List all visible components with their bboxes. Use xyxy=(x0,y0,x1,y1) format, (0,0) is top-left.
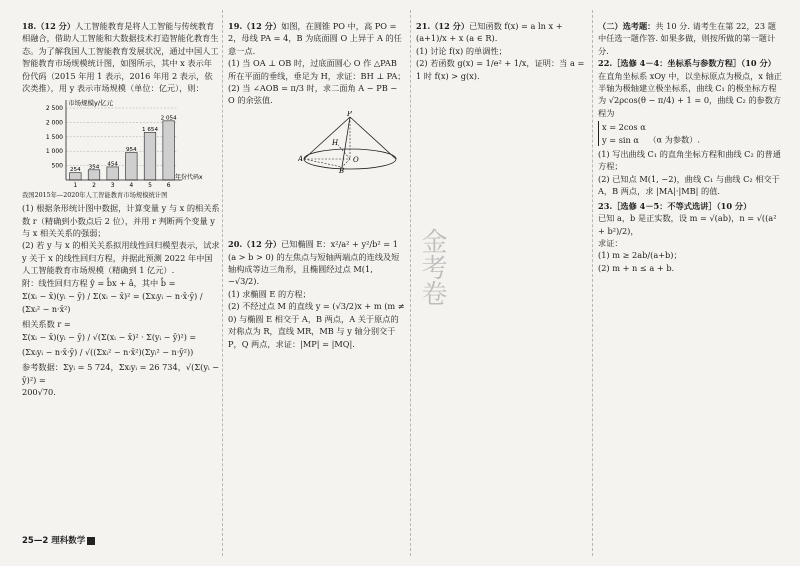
x-tick-label: 6 xyxy=(166,182,171,189)
chart-caption: 我国2015年—2020年人工智能教育市场规模统计图 xyxy=(22,191,168,199)
q23-heading: 23.［选修 4－5：不等式选讲］（10 分） xyxy=(598,200,752,211)
chart-title: 市场规模y/亿元 xyxy=(68,99,114,108)
r-label: 相关系数 r = xyxy=(22,318,71,329)
segment-pb xyxy=(342,117,350,167)
bar-2 xyxy=(88,170,100,180)
footer-square-icon xyxy=(87,537,95,545)
label-h: H xyxy=(332,138,339,147)
q19-part-1: (1) 当 OA ⊥ OB 时，过底面圆心 O 作 △PAB 所在平面的垂线，垂足为 H，求证：BH ⊥ PA； xyxy=(228,58,406,81)
column-2 xyxy=(228,20,406,350)
x-tick-label: 2 xyxy=(92,182,96,189)
q19-stem xyxy=(228,20,406,57)
cone-edge-right xyxy=(350,117,396,159)
column-divider xyxy=(592,10,593,556)
label-a: A xyxy=(298,154,304,163)
question-22 xyxy=(598,57,782,197)
y-tick-label: 500 xyxy=(51,163,63,171)
x-tick-label: 5 xyxy=(148,182,152,189)
bar-1 xyxy=(70,173,82,180)
q19-part-2: (2) 当 ∠AOB = π/3 时，求二面角 A − PB − O 的余弦值. xyxy=(228,83,398,106)
q20-number: 20.（12 分） xyxy=(228,239,282,250)
q18-stem xyxy=(22,20,220,94)
label-b: B xyxy=(339,166,345,173)
question-21 xyxy=(416,20,588,82)
param-x: x = 2cos α xyxy=(602,122,646,133)
bar-value-label: 2 054 xyxy=(160,115,177,122)
bar-value-label: 454 xyxy=(107,161,119,168)
reference-data: 参考数据：Σyᵢ = 5 724，Σxᵢyᵢ = 26 734，√(Σ(yᵢ − ȳ)²) = xyxy=(22,362,220,385)
q22-heading: 22.［选修 4－4：坐标系与参数方程］（10 分） xyxy=(598,58,776,69)
question-19 xyxy=(228,20,406,180)
q18-number: 18.（12 分） xyxy=(22,21,76,31)
bar-value-label: 354 xyxy=(88,164,100,171)
q21-number: 21.（12 分） xyxy=(416,21,470,31)
question-23 xyxy=(598,200,782,274)
q23-part-1: (1) m ≥ 2ab/(a+b)； xyxy=(598,250,682,261)
q21-text: 已知函数 f(x) = a ln x + (a+1)/x + x (a ∈ R). xyxy=(416,21,563,44)
label-p: P xyxy=(347,110,352,118)
q19-text: 如图，在圆锥 PO 中，高 PO = 2，母线 PA = 4，B 为底面圆 O 上异于 A 的任意一点. xyxy=(228,21,402,56)
q20-stem xyxy=(228,238,406,288)
bar-6 xyxy=(163,121,175,180)
y-tick-label: 1 500 xyxy=(45,134,63,142)
chart-x-label: 年份代码x xyxy=(175,174,203,182)
parametric-system xyxy=(598,121,646,146)
r-formula-1: Σ(xᵢ − x̄)(yᵢ − ȳ) / √(Σ(xᵢ − x̄)² · Σ(yᵢ − ȳ)²) = xyxy=(22,333,197,343)
q20-part-1: (1) 求椭圆 E 的方程； xyxy=(228,288,311,299)
bar-5 xyxy=(144,133,156,181)
x-tick-label: 1 xyxy=(73,182,78,189)
q23-text: 已知 a，b 是正实数，设 m = √(ab)，n = √((a² + b²)/2)， xyxy=(598,213,777,236)
param-note: （α 为参数）. xyxy=(648,134,701,145)
q22-part-1: (1) 写出曲线 C₁ 的直角坐标方程和曲线 C₂ 的普通方程； xyxy=(598,149,781,172)
y-tick-label: 2 000 xyxy=(45,119,63,127)
segment-ab xyxy=(304,159,342,167)
bar-value-label: 1 654 xyxy=(141,127,159,134)
y-tick-label: 2 500 xyxy=(45,105,63,113)
bar-3 xyxy=(107,167,119,180)
question-18 xyxy=(22,20,220,398)
q21-part-1: (1) 讨论 f(x) 的单调性； xyxy=(416,45,507,56)
section-text: 共 10 分. 请考生在第 22，23 题中任选一题作答. 如果多做，则按所做的第一题计分. xyxy=(598,21,776,56)
q23-ask: 求证： xyxy=(598,237,623,248)
b-hat-formula: Σ(xᵢ − x̄)(yᵢ − ȳ) / Σ(xᵢ − x̄)² = (Σxᵢyᵢ − n·x̄·ȳ) / (Σxᵢ² − n·x̄²) xyxy=(22,292,203,314)
q18-reference-intro: 附：线性回归方程 ŷ = b̂x + â，其中 b̂ = xyxy=(22,277,176,288)
cone-diagram xyxy=(298,111,402,173)
elective-section xyxy=(598,20,782,57)
page-footer xyxy=(22,534,95,546)
q22-text: 在直角坐标系 xOy 中，以坐标原点为极点，x 轴正半轴为极轴建立极坐标系，曲线 C₁ 的极坐标方程为 √2ρcos(θ − π/4) + 1 = 0，曲线 C₂ 的参数方程为 xyxy=(598,70,782,118)
bar-value-label: 254 xyxy=(69,167,81,174)
spacer xyxy=(228,180,406,238)
column-divider xyxy=(222,10,223,556)
watermark-stamp: 金考卷 xyxy=(417,228,447,306)
y-tick-label: 1 000 xyxy=(45,148,63,156)
q18-part-1: (1) 根据条形统计图中数据，计算变量 y 与 x 的相关系数 r（精确到小数点后 2 位），并用 r 判断两个变量 y 与 x 相关关系的强弱； xyxy=(22,203,220,239)
q23-part-2: (2) m + n ≤ a + b. xyxy=(598,262,675,273)
section-heading: （二）选考题： xyxy=(598,21,656,31)
q21-stem xyxy=(416,20,588,45)
x-tick-label: 4 xyxy=(129,182,134,189)
bar-value-label: 954 xyxy=(125,147,137,154)
bar-4 xyxy=(126,153,138,180)
cone-edge-left xyxy=(304,117,350,159)
q20-text: 已知椭圆 E：x²/a² + y²/b² = 1 (a > b > 0) 的左焦点与短轴两端点的连线及短轴构成等边三角形，且椭圆经过点 M(1, −√3/2). xyxy=(228,239,400,287)
market-bar-chart xyxy=(22,96,220,188)
label-o: O xyxy=(353,155,359,164)
column-4 xyxy=(598,20,782,274)
q18-text: 人工智能教育是将人工智能与传统教育相融合，借助人工智能和大数据技术打造智能化教育生态。为了解我国人工智能教育发展状况，通过中国人工智能教育市场规模统计图，如图所示，其中 x 表示年份代码（2015 年用 1 表示，2016 年用 2 表示，依次类推），用 y 表示市场规模（单位：亿元），则： xyxy=(22,21,219,94)
q22-part-2: (2) 已知点 M(1, −2)，曲线 C₁ 与曲线 C₂ 相交于 A，B 两点，求 |MA|·|MB| 的值. xyxy=(598,173,780,197)
x-tick-label: 3 xyxy=(110,182,115,189)
question-20 xyxy=(228,238,406,350)
q18-part-2: (2) 若 y 与 x 的相关关系拟用线性回归模型表示，试求 y 关于 x 的线性回归方程，并据此预测 2022 年中国人工智能教育市场规模（精确到 1 亿元）. xyxy=(22,240,220,276)
q19-number: 19.（12 分） xyxy=(228,21,282,31)
param-y: y = sin α xyxy=(602,134,639,145)
q21-part-2: (2) 若函数 g(x) = 1/e² + 1/x，证明：当 a = 1 时 f(x) > g(x). xyxy=(416,58,585,81)
footer-label: 25—2 理科数学 xyxy=(22,536,86,546)
r-formula-2: (Σxᵢyᵢ − n·x̄·ȳ) / √((Σxᵢ² − n·x̄²)(Σyᵢ² − n·ȳ²)) xyxy=(22,347,194,357)
reference-data-2: 200√70. xyxy=(22,386,56,397)
q20-part-2: (2) 不经过点 M 的直线 y = (√3/2)x + m (m ≠ 0) 与椭圆 E 相交于 A，B 两点，A 关于原点的对称点为 R，直线 MR，MB 与 y 轴分别交于 P，Q 两点，求证：|MP| = |MQ|. xyxy=(228,301,405,349)
